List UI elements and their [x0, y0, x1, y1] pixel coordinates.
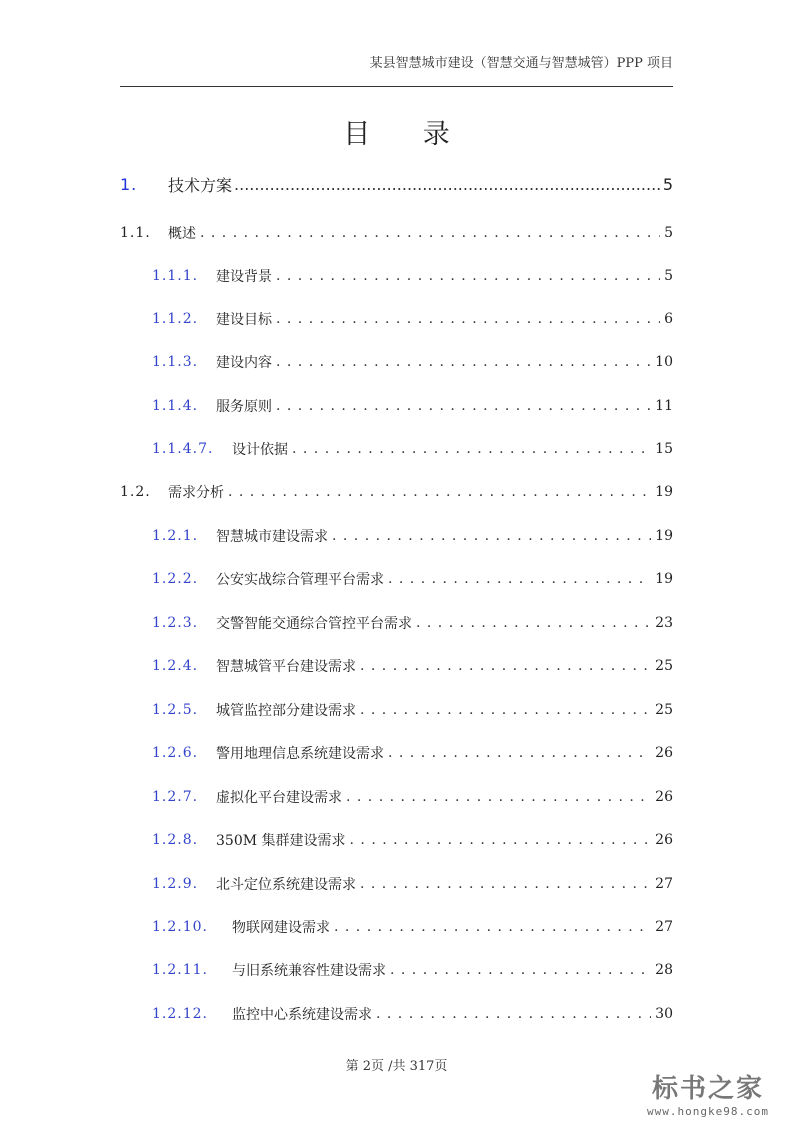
toc-entry-title: 监控中心系统建设需求 [232, 1007, 372, 1023]
toc-dot-leader [334, 919, 651, 935]
toc-entry-page: 15 [655, 441, 673, 457]
toc-entry-title: 交警智能交通综合管控平台需求 [216, 616, 412, 632]
toc-entry[interactable] [120, 652, 673, 680]
toc-entry[interactable] [120, 870, 673, 898]
toc-entry[interactable] [120, 1000, 673, 1028]
toc-entry[interactable] [120, 783, 673, 811]
toc-entry-number: 1.2.4. [152, 658, 199, 674]
toc-entry[interactable] [120, 219, 673, 247]
toc-entry[interactable] [120, 739, 673, 767]
toc-entry-number: 1.2.7. [152, 789, 199, 805]
toc-entry-page: 23 [655, 615, 673, 631]
toc-entry[interactable] [120, 305, 673, 333]
toc-entry-number: 1. [120, 174, 138, 194]
toc-dot-leader [360, 876, 651, 892]
header-divider [120, 86, 673, 87]
toc-entry-number: 1.1.2. [152, 311, 199, 327]
toc-entry-number: 1.1.1. [152, 268, 199, 284]
toc-entry-number: 1.2.6. [152, 745, 199, 761]
toc-entry-page: 10 [655, 354, 673, 370]
toc-entry-title: 物联网建设需求 [232, 920, 330, 936]
toc-entry[interactable] [120, 348, 673, 376]
toc-entry-number: 1.2.1. [152, 528, 199, 544]
toc-entry-page: 28 [655, 962, 673, 978]
toc-entry-page: 25 [655, 702, 673, 718]
toc-entry-page: 26 [655, 832, 673, 848]
toc-dot-leader [292, 441, 651, 457]
toc-entry[interactable] [120, 956, 673, 984]
toc-entry[interactable] [120, 826, 673, 854]
toc-dot-leader [276, 354, 651, 370]
watermark [633, 1068, 783, 1118]
toc-entry-number: 1.2.9. [152, 876, 199, 892]
toc-entry-number: 1.1.3. [152, 354, 199, 370]
toc-entry[interactable] [120, 262, 673, 290]
toc-dot-leader [376, 1006, 651, 1022]
toc-dot-leader [388, 745, 651, 761]
watermark-logo: 标书之家 [651, 1074, 764, 1104]
toc-dot-leader [228, 484, 651, 500]
toc-dot-leader [360, 658, 651, 674]
toc-entry-title: 城管监控部分建设需求 [216, 703, 356, 719]
toc-entry-number: 1.1.4. [152, 398, 199, 414]
toc-entry-page: 6 [664, 311, 673, 327]
toc-entry-title: 建设目标 [216, 312, 272, 328]
toc-entry-number: 1.2.11. [152, 962, 208, 978]
toc-entry[interactable] [120, 435, 673, 463]
toc-entry-title: 公安实战综合管理平台需求 [216, 572, 384, 588]
toc-entry[interactable] [120, 565, 673, 593]
toc-entry-page: 27 [655, 876, 673, 892]
toc-entry-page: 25 [655, 658, 673, 674]
toc-entry-title: 与旧系统兼容性建设需求 [232, 963, 386, 979]
toc-entry-number: 1.2.12. [152, 1006, 208, 1022]
toc-dot-leader [346, 789, 651, 805]
toc-entry-title: 虚拟化平台建设需求 [216, 790, 342, 806]
toc-dot-leader [276, 311, 660, 327]
toc-dot-leader [276, 268, 660, 284]
toc-dot-leader [388, 571, 651, 587]
toc-entry-page: 5 [664, 225, 673, 241]
toc-entry-title: 技术方案 [168, 175, 233, 195]
toc-entry[interactable] [120, 609, 673, 637]
toc-entry-title: 智慧城市建设需求 [216, 529, 328, 545]
page-header: 某县智慧城市建设（智慧交通与智慧城管）PPP 项目 [369, 56, 673, 71]
toc-entry-title: 设计依据 [232, 442, 288, 458]
toc-entry-page: 19 [655, 528, 673, 544]
toc-entry-page: 19 [655, 571, 673, 587]
toc-entry-page: 26 [655, 745, 673, 761]
toc-dot-leader [416, 615, 651, 631]
watermark-url: www.hongke98.com [647, 1105, 769, 1118]
toc-entry-number: 1.1. [120, 225, 151, 241]
toc-entry[interactable] [120, 522, 673, 550]
toc-entry-title: 350M 集群建设需求 [216, 833, 346, 849]
toc-dot-leader [234, 175, 661, 194]
toc-dot-leader [332, 528, 651, 544]
toc-dot-leader [276, 398, 651, 414]
page-title: 目 录 [343, 119, 472, 150]
toc-entry-page: 5 [662, 174, 673, 194]
toc-entry-title: 警用地理信息系统建设需求 [216, 746, 384, 762]
toc-entry[interactable] [120, 478, 673, 506]
toc-entry-page: 26 [655, 789, 673, 805]
toc-entry[interactable] [120, 913, 673, 941]
toc-entry-title: 北斗定位系统建设需求 [216, 877, 356, 893]
toc-entry[interactable] [120, 392, 673, 420]
toc-entry-title: 概述 [168, 226, 196, 242]
toc-entry-title: 建设背景 [216, 269, 272, 285]
toc-entry-page: 27 [655, 919, 673, 935]
toc-entry-number: 1.2.2. [152, 571, 199, 587]
toc-dot-leader [350, 832, 652, 848]
toc-dot-leader [390, 962, 651, 978]
toc-entry[interactable] [120, 170, 673, 198]
toc-entry-number: 1.2.8. [152, 832, 199, 848]
toc-entry-page: 19 [655, 484, 673, 500]
toc-entry-number: 1.2. [120, 484, 151, 500]
toc-entry-number: 1.1.4.7. [152, 441, 214, 457]
toc-entry-page: 11 [655, 398, 673, 414]
toc-entry-number: 1.2.10. [152, 919, 208, 935]
toc-entry-title: 智慧城管平台建设需求 [216, 659, 356, 675]
toc-dot-leader [360, 702, 651, 718]
toc-dot-leader [200, 225, 660, 241]
toc-entry[interactable] [120, 696, 673, 724]
toc-entry-title: 需求分析 [168, 485, 224, 501]
toc-entry-number: 1.2.5. [152, 702, 199, 718]
toc-entry-title: 服务原则 [216, 399, 272, 415]
page-footer: 第 2页 /共 317页 [345, 1059, 448, 1074]
toc-entry-page: 5 [664, 268, 673, 284]
toc-entry-title: 建设内容 [216, 355, 272, 371]
toc-entry-number: 1.2.3. [152, 615, 199, 631]
toc-entry-page: 30 [655, 1006, 673, 1022]
